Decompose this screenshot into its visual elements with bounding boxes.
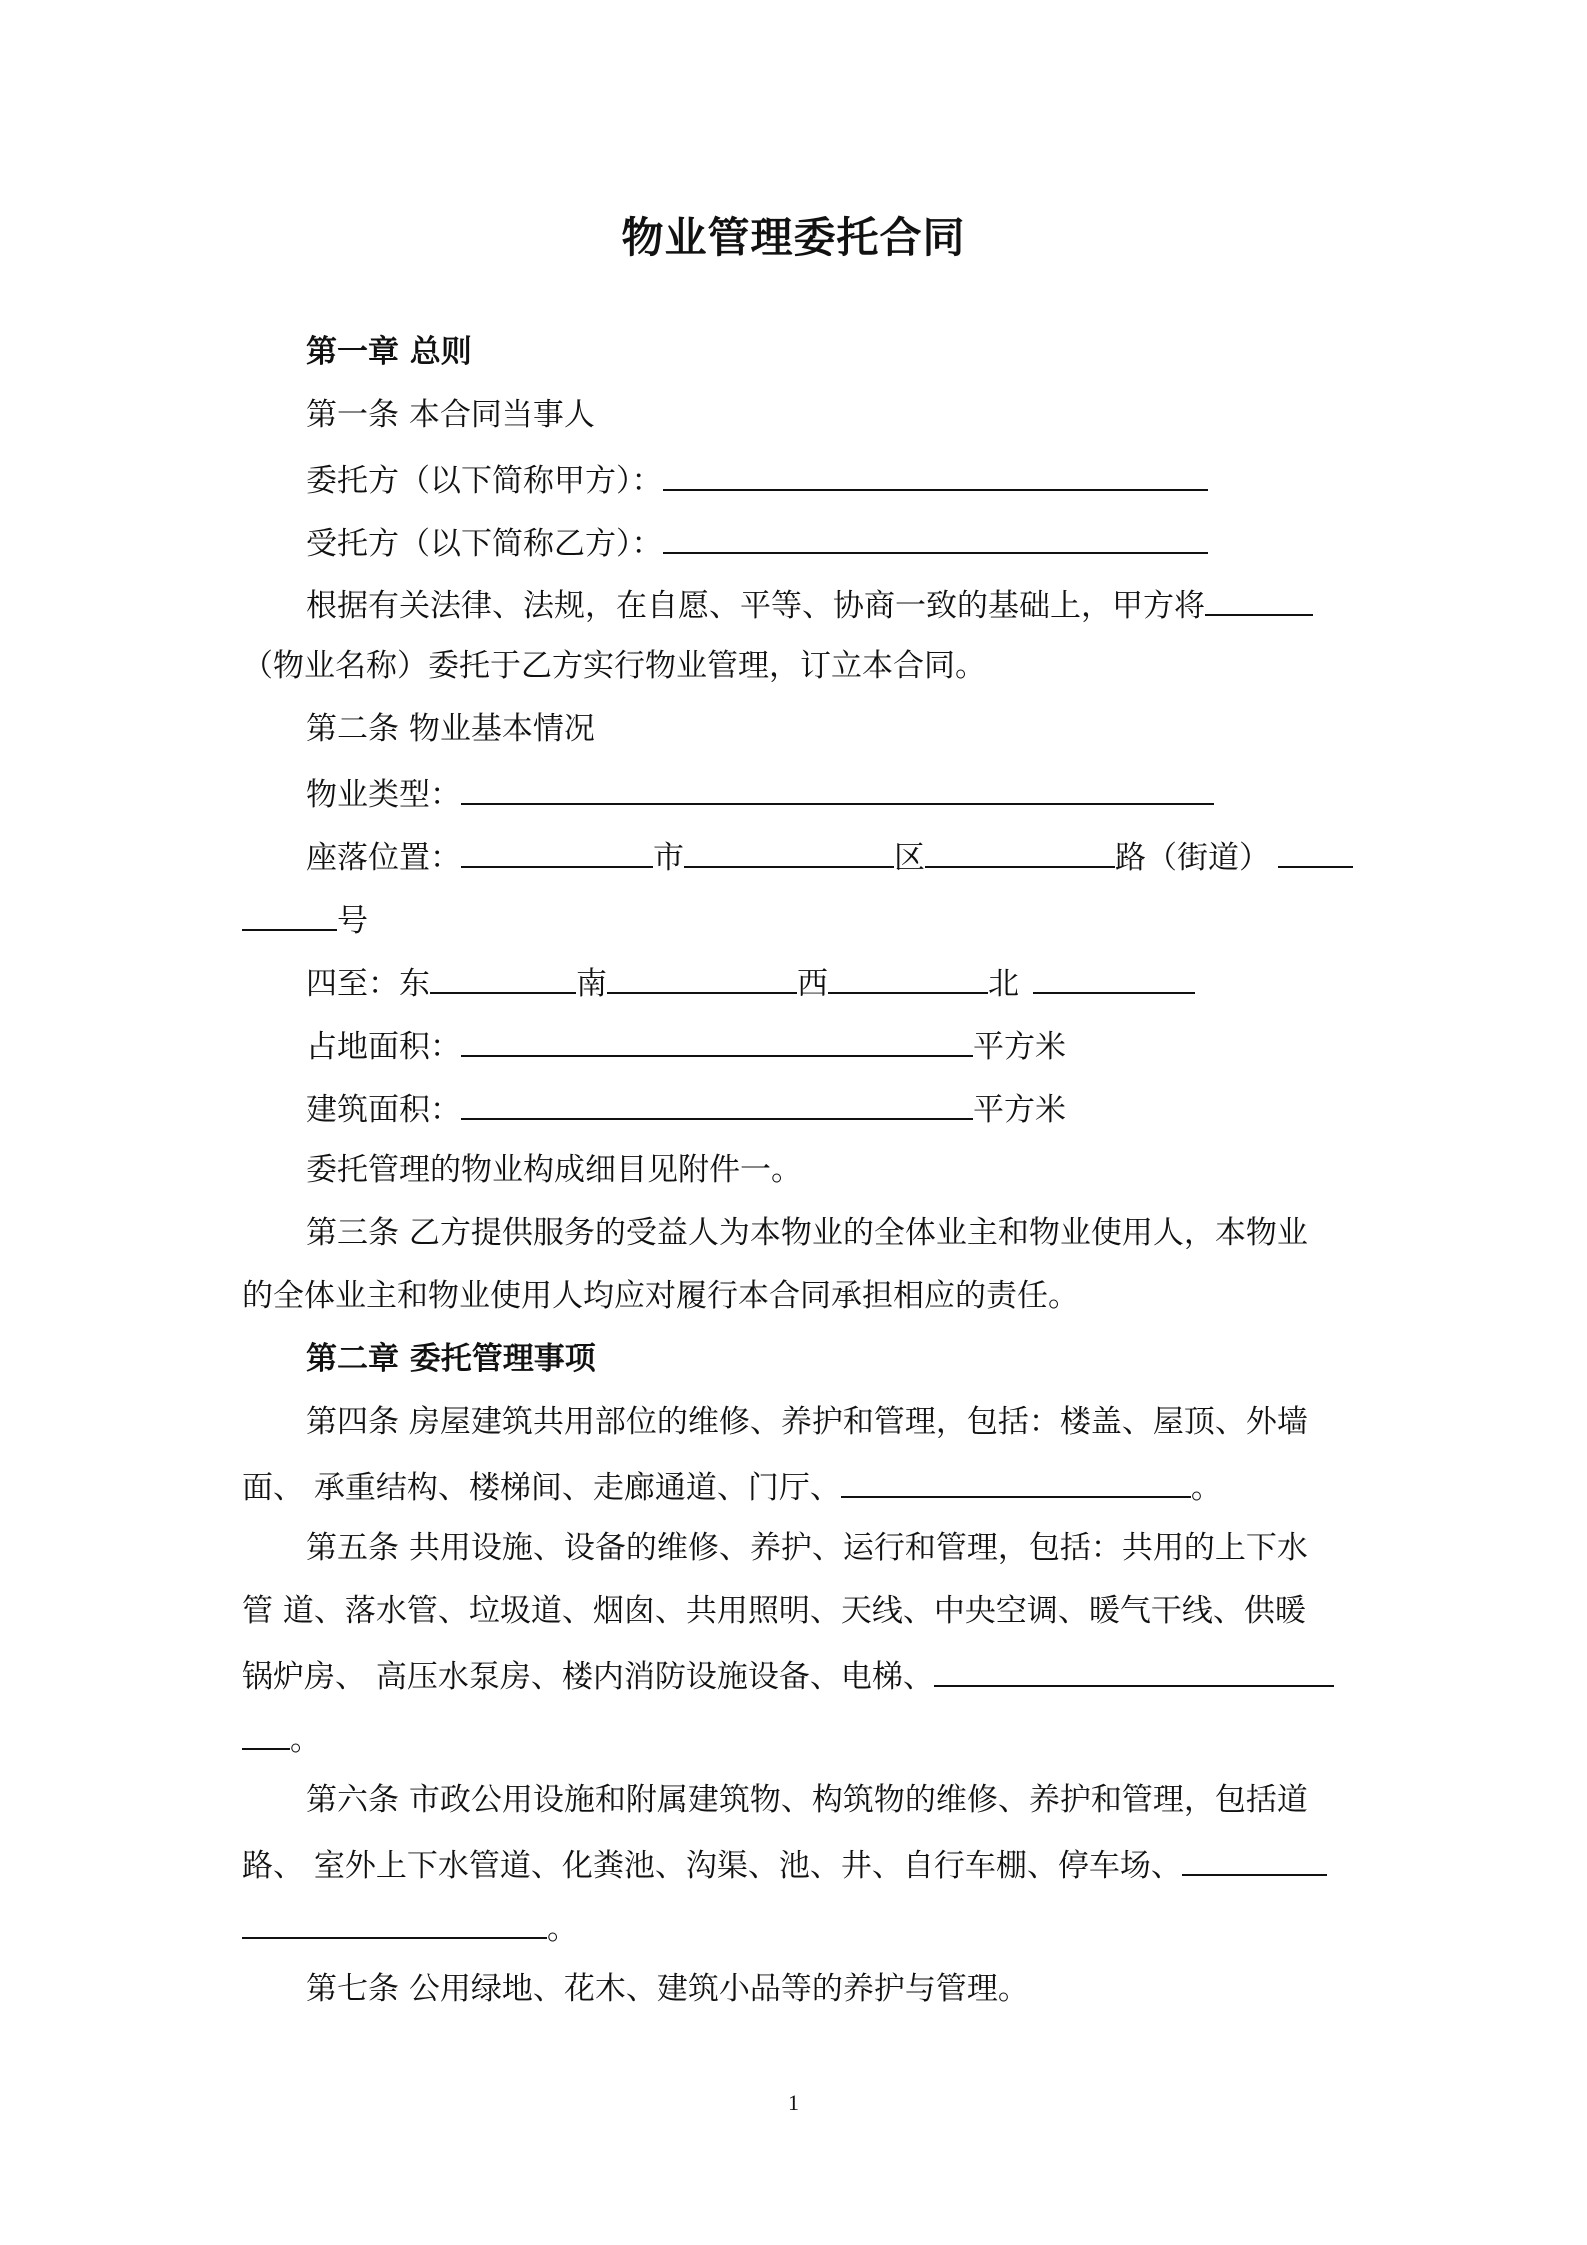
land-area-unit: 平方米 (973, 1029, 1066, 1065)
boundary-west-label: 西 (797, 966, 828, 1002)
article-6-blank-b[interactable] (242, 1906, 547, 1939)
location-number-blank-a[interactable] (1278, 835, 1353, 868)
location-label: 座落位置： (306, 840, 461, 876)
article-5-blank-a[interactable] (934, 1654, 1334, 1687)
document-title: 物业管理委托合同 (621, 213, 966, 262)
party-b-blank[interactable] (663, 521, 1208, 554)
article-5-line-3 (242, 1654, 1334, 1697)
article-3-line-2: 的全体业主和物业使用人均应对履行本合同承担相应的责任。 (242, 1278, 1079, 1314)
article-7: 第七条 公用绿地、花木、建筑小品等的养护与管理。 (306, 1971, 1029, 2007)
property-type-label: 物业类型： (306, 777, 461, 813)
attachment-note: 委托管理的物业构成细目见附件一。 (306, 1152, 802, 1188)
building-area-blank[interactable] (461, 1087, 973, 1120)
boundary-south-label: 南 (576, 966, 607, 1002)
location-city-blank[interactable] (461, 835, 653, 868)
boundaries-label: 四至：东 (306, 966, 430, 1002)
party-b-line (306, 521, 1208, 564)
boundary-north-label: 北 (988, 966, 1019, 1002)
location-district-blank[interactable] (684, 835, 894, 868)
building-area-label: 建筑面积： (306, 1092, 461, 1128)
preamble-line-1 (306, 583, 1313, 626)
party-a-line (306, 458, 1208, 501)
location-city-unit: 市 (653, 840, 684, 876)
property-type-line (306, 772, 1214, 815)
building-area-line (306, 1087, 1066, 1130)
article-5-text-3: 锅炉房、 高压水泵房、楼内消防设施设备、电梯、 (242, 1659, 934, 1695)
boundary-west-blank[interactable] (828, 961, 988, 994)
article-4-line-2 (242, 1465, 1222, 1508)
article-4-text-2: 面、 承重结构、楼梯间、走廊通道、门厅、 (242, 1470, 841, 1506)
article-5-line-1: 第五条 共用设施、设备的维修、养护、运行和管理，包括：共用的上下水 (306, 1530, 1308, 1566)
boundaries-line (306, 961, 1195, 1004)
page-number: 1 (788, 2090, 799, 2115)
building-area-unit: 平方米 (973, 1092, 1066, 1128)
location-road-unit: 路（街道） (1115, 840, 1270, 876)
land-area-line (306, 1024, 1066, 1067)
article-6-line-1: 第六条 市政公用设施和附属建筑物、构筑物的维修、养护和管理，包括道 (306, 1782, 1308, 1818)
party-a-blank[interactable] (663, 458, 1208, 491)
preamble-line-2: （物业名称）委托于乙方实行物业管理，订立本合同。 (242, 648, 986, 684)
article-5-line-2: 管 道、落水管、垃圾道、烟囱、共用照明、天线、中央空调、暖气干线、供暖 (242, 1593, 1306, 1629)
article-6-line-2 (242, 1843, 1327, 1886)
party-b-label: 受托方（以下简称乙方）： (306, 526, 663, 562)
location-number-blank-b[interactable] (242, 898, 337, 931)
article-6-period: 。 (547, 1911, 578, 1947)
location-number-unit: 号 (337, 903, 368, 939)
location-line (306, 835, 1353, 878)
article-2-title: 第二条 物业基本情况 (306, 711, 595, 747)
article-5-line-4 (242, 1717, 321, 1760)
article-6-line-3 (242, 1906, 578, 1949)
party-a-label: 委托方（以下简称甲方）： (306, 463, 663, 499)
property-type-blank[interactable] (461, 772, 1214, 805)
chapter-1-heading: 第一章 总则 (306, 334, 472, 370)
location-road-blank[interactable] (925, 835, 1115, 868)
article-5-period: 。 (290, 1722, 321, 1758)
article-5-blank-b[interactable] (242, 1717, 290, 1750)
chapter-2-heading: 第二章 委托管理事项 (306, 1341, 596, 1377)
location-district-unit: 区 (894, 840, 925, 876)
property-name-blank[interactable] (1205, 583, 1313, 616)
preamble-text-1: 根据有关法律、法规，在自愿、平等、协商一致的基础上，甲方将 (306, 588, 1205, 624)
land-area-label: 占地面积： (306, 1029, 461, 1065)
article-4-period: 。 (1190, 1470, 1222, 1506)
boundary-north-blank[interactable] (1033, 961, 1195, 994)
article-3-line-1: 第三条 乙方提供服务的受益人为本物业的全体业主和物业使用人，本物业 (306, 1215, 1308, 1251)
article-1-title: 第一条 本合同当事人 (306, 397, 595, 433)
land-area-blank[interactable] (461, 1024, 973, 1057)
boundary-east-blank[interactable] (430, 961, 576, 994)
article-4-blank[interactable] (841, 1465, 1191, 1498)
article-6-blank-a[interactable] (1182, 1843, 1327, 1876)
article-4-line-1: 第四条 房屋建筑共用部位的维修、养护和管理，包括：楼盖、屋顶、外墙 (306, 1404, 1308, 1440)
boundary-south-blank[interactable] (607, 961, 797, 994)
location-line-2 (242, 898, 368, 941)
article-6-text-2: 路、 室外上下水管道、化粪池、沟渠、池、井、自行车棚、停车场、 (242, 1848, 1182, 1884)
